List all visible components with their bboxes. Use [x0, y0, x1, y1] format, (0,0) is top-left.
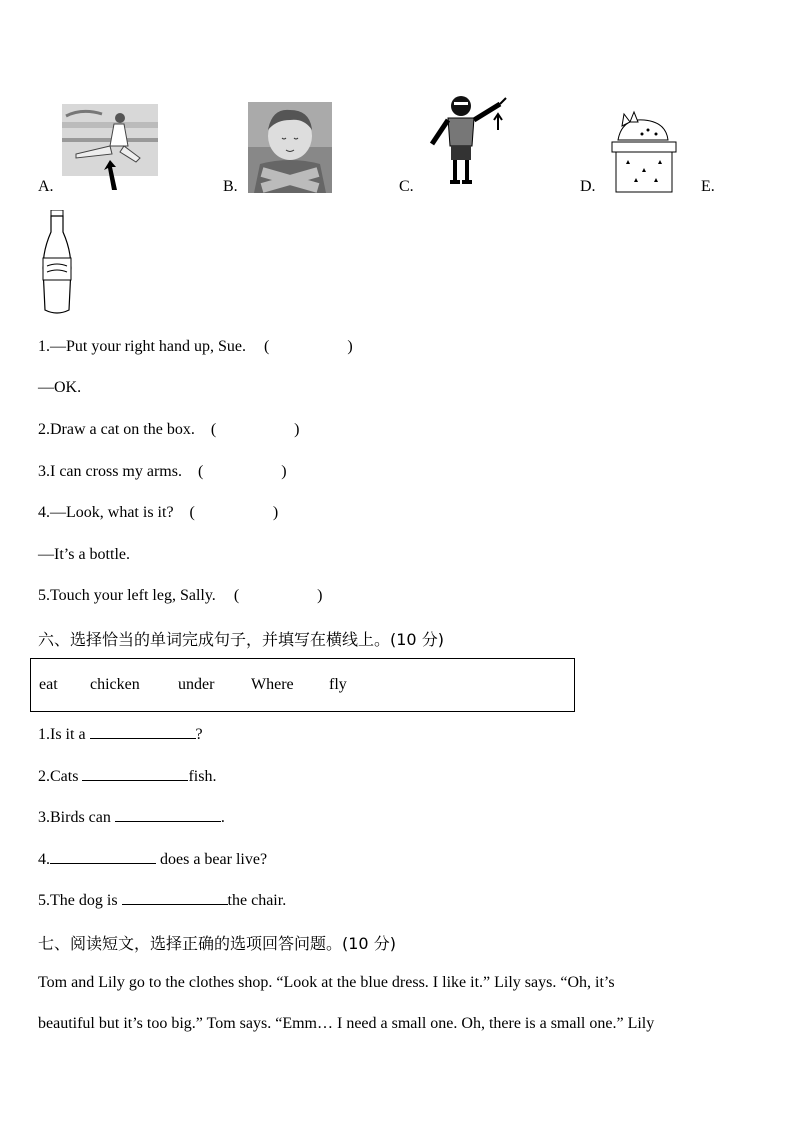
answer-paren-close: ) [317, 587, 323, 604]
fill-question-1-end: ? [195, 726, 203, 743]
fill-question-5-end: the chair. [227, 892, 287, 909]
word-bank-item: chicken [90, 676, 140, 693]
match-question-1-text: 1.—Put your right hand up, Sue. [38, 338, 246, 355]
fill-question-3-text: 3.Birds can [38, 809, 115, 826]
fill-blank-3[interactable] [115, 807, 221, 822]
answer-paren-close: ) [347, 338, 353, 355]
match-reply-4: —It’s a bottle. [38, 546, 130, 563]
match-question-4 [38, 504, 278, 522]
bottle-icon [39, 210, 75, 316]
reading-passage-line-1: Tom and Lily go to the clothes shop. “Look at the blue dress. I like it.” Lily says. “Oh, it’s [38, 974, 615, 991]
option-letter-d: D. [580, 178, 596, 195]
word-bank-item: under [178, 676, 215, 693]
fill-question-4-text: 4. [38, 851, 50, 868]
sitting-touch-leg-icon [62, 104, 158, 194]
fill-question-4-end: does a bear live? [156, 851, 268, 868]
option-letter-e: E. [701, 178, 715, 195]
fill-question-2-end: fish. [188, 768, 217, 785]
fill-question-3 [38, 807, 225, 827]
boy-right-hand-up-icon [428, 94, 512, 188]
match-question-2-text: 2.Draw a cat on the box. [38, 421, 195, 438]
cat-on-box-icon [608, 110, 680, 194]
fill-blank-1[interactable] [90, 724, 196, 739]
fill-question-4 [38, 849, 267, 869]
match-question-1 [38, 338, 353, 356]
word-bank-item: fly [329, 676, 347, 693]
answer-paren-close: ) [281, 463, 287, 480]
word-bank-box [30, 658, 575, 712]
match-question-4-text: 4.—Look, what is it? [38, 504, 174, 521]
option-letter-b: B. [223, 178, 238, 195]
answer-paren-open: ( [189, 504, 195, 521]
word-bank-item: eat [39, 676, 58, 693]
option-letter-a: A. [38, 178, 54, 195]
fill-question-2-text: 2.Cats [38, 768, 83, 785]
boy-crossed-arms-icon [248, 102, 332, 193]
fill-question-5 [38, 890, 286, 910]
answer-paren-close: ) [294, 421, 300, 438]
match-question-3-text: 3.I can cross my arms. [38, 463, 182, 480]
answer-paren-close: ) [272, 504, 279, 521]
answer-paren-open: ( [197, 463, 204, 480]
match-question-3 [38, 463, 287, 481]
answer-paren-open: ( [264, 338, 270, 355]
answer-paren-open: ( [233, 587, 240, 604]
fill-blank-2[interactable] [82, 766, 188, 781]
fill-question-1-text: 1.Is it a [38, 726, 90, 743]
match-question-5-text: 5.Touch your left leg, Sally. [38, 587, 216, 604]
option-letter-c: C. [399, 178, 414, 195]
match-question-2 [38, 421, 300, 439]
word-bank-item: Where [251, 676, 294, 693]
fill-blank-5[interactable] [122, 890, 228, 905]
section-7-heading: 七、阅读短文，选择正确的选项回答问题。(10 分) [38, 934, 396, 953]
match-reply-1: —OK. [38, 379, 82, 396]
fill-blank-4[interactable] [50, 849, 156, 864]
fill-question-5-text: 5.The dog is [38, 892, 122, 909]
reading-passage-line-2: beautiful but it’s too big.” Tom says. “Emm… I need a small one. Oh, there is a small one.” Lily [38, 1015, 655, 1032]
fill-question-2 [38, 766, 216, 786]
fill-question-3-end: . [220, 809, 225, 826]
fill-question-1 [38, 724, 203, 744]
match-question-5 [38, 587, 322, 605]
section-6-heading: 六、选择恰当的单词完成句子，并填写在横线上。(10 分) [38, 630, 444, 649]
answer-paren-open: ( [210, 421, 217, 438]
